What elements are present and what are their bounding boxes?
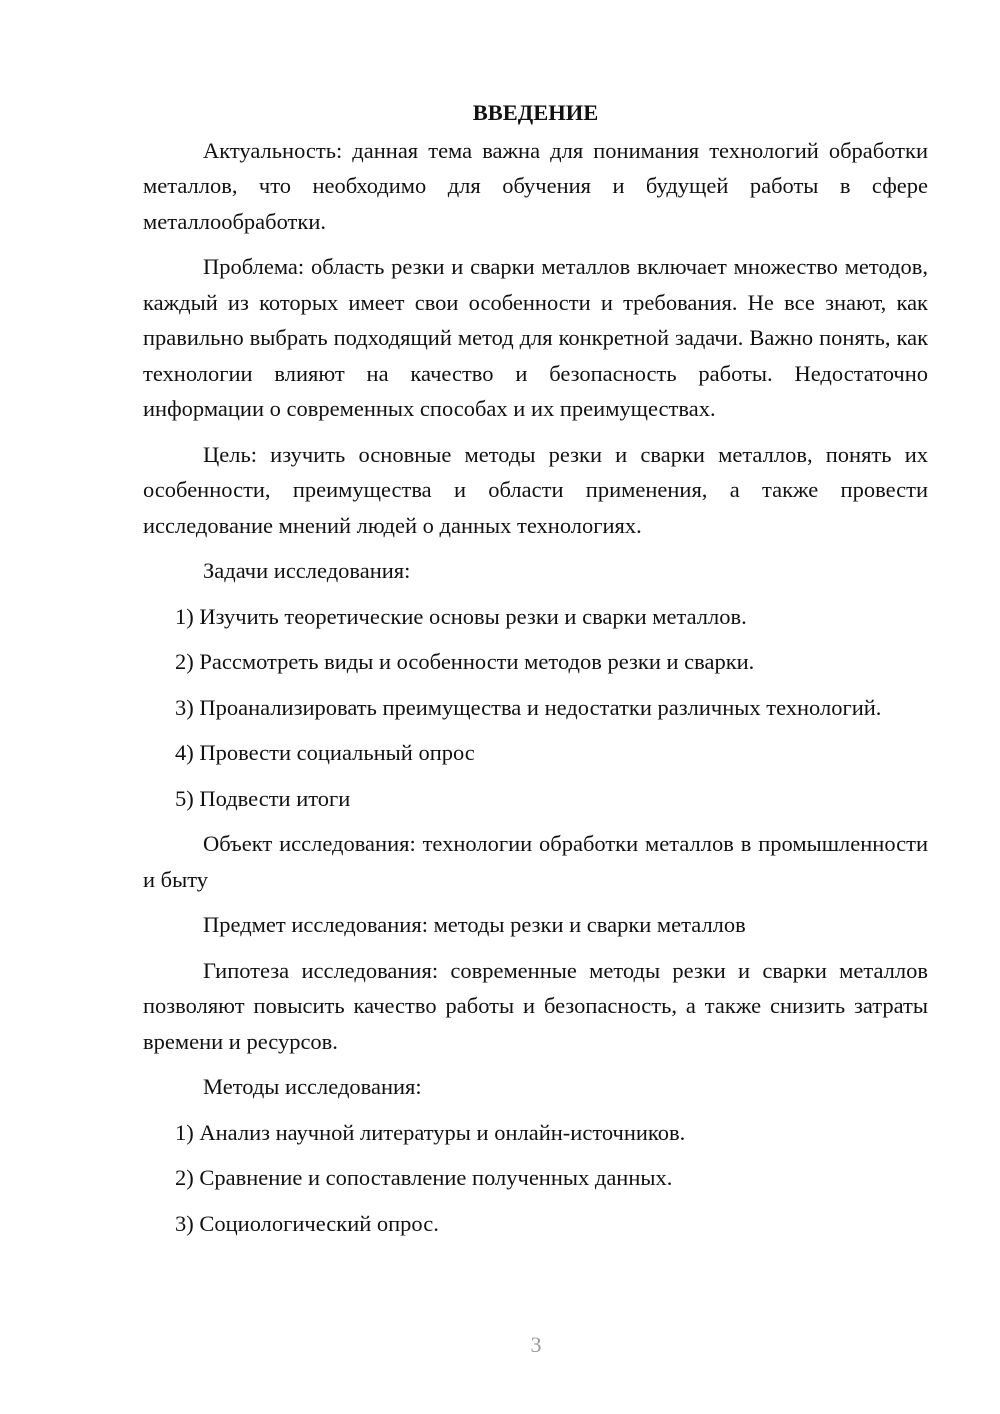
- subject-paragraph: Предмет исследования: методы резки и сварки металлов: [203, 912, 746, 937]
- section-title: ВВЕДЕНИЕ: [472, 100, 599, 125]
- methods-heading: Методы исследования:: [203, 1074, 422, 1099]
- method-item-3: 3) Социологический опрос.: [175, 1210, 439, 1236]
- object-paragraph: Объект исследования: технологии обработки металлов в промышленности и быту: [143, 831, 928, 892]
- goal-paragraph: Цель: изучить основные методы резки и сварки металлов, понять их особенности, преимущества и области применения, а также провести исследование мнений людей о данных технологиях.: [143, 441, 928, 538]
- task-item-5: 5) Подвести итоги: [175, 785, 351, 811]
- task-item-4: 4) Провести социальный опрос: [175, 740, 475, 765]
- tasks-heading: Задачи исследования:: [203, 558, 411, 583]
- page-content: [143, 95, 928, 1251]
- task-item-3: 3) Проанализировать преимущества и недостатки различных технологий.: [175, 694, 882, 720]
- page-number: 3: [530, 1332, 542, 1357]
- hypothesis-paragraph: Гипотеза исследования: современные методы резки и сварки металлов позволяют повысить качество работы и безопасность, а также снизить затраты времени и ресурсов.: [143, 957, 928, 1054]
- method-item-1: 1) Анализ научной литературы и онлайн-источников.: [175, 1119, 686, 1145]
- task-item-1: 1) Изучить теоретические основы резки и сварки металлов.: [175, 603, 747, 629]
- problem-paragraph: Проблема: область резки и сварки металлов включает множество методов, каждый из которых имеет свои особенности и требования. Не все знают, как правильно выбрать подходящий метод для конкретной задачи. Важно понять, как технологии влияют на качество и безопасность работы. Недостаточно информации о современных способах и их преимуществах.: [143, 254, 928, 421]
- relevance-paragraph: Актуальность: данная тема важна для понимания технологий обработки металлов, что необходимо для обучения и будущей работы в сфере металлообработки.: [143, 137, 928, 234]
- method-item-2: 2) Сравнение и сопоставление полученных данных.: [175, 1165, 673, 1190]
- task-item-2: 2) Рассмотреть виды и особенности методов резки и сварки.: [175, 649, 755, 674]
